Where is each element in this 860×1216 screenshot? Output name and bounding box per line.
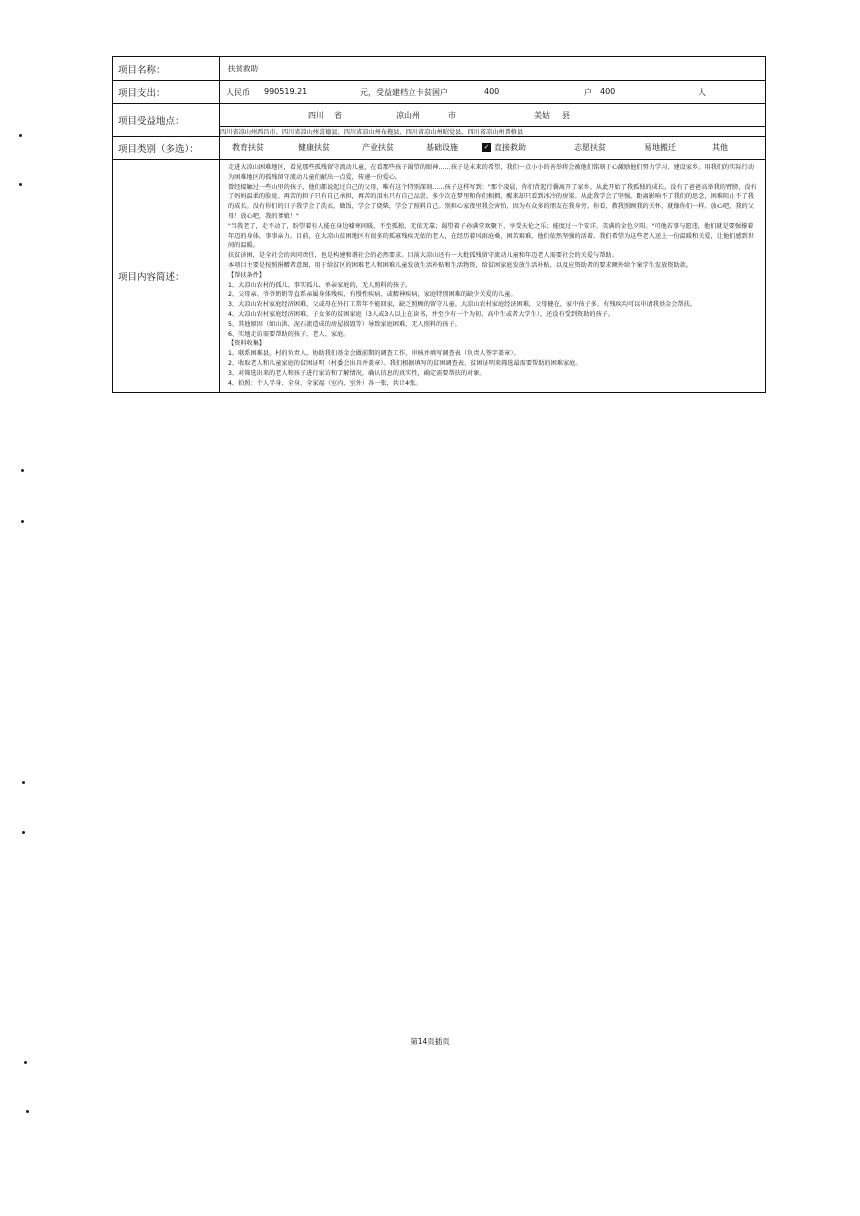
project-category-cell [220,137,766,160]
expense-amount: 990519.21 [264,87,308,96]
category-direct-aid: 直接救助 [494,143,526,152]
project-form-table [112,56,766,393]
category-infrastructure: 基础设施 [426,143,458,152]
category-health: 健康扶贫 [298,143,330,152]
category-other: 其他 [712,143,728,152]
expense-currency: 人民币 [226,88,250,97]
project-expense-label: 项目支出： [113,81,220,104]
project-place-label: 项目受益地点： [113,104,220,137]
scan-dot-mark [19,134,22,137]
place-province-unit: 省 [334,111,342,120]
scan-dot-mark [21,520,24,523]
category-industry: 产业扶贫 [362,143,394,152]
expense-people: 400 [600,87,616,96]
row-project-content [113,160,766,393]
scan-dot-mark [26,1110,29,1113]
content-list-item: 3、大凉山农村家庭经济困难，父或母在外打工常年不能回家，缺乏照顾的留守儿童。大凉山农村家庭经济困难，父母健在，家中孩子多，有残疾均可以申请我基金会帮扶。 [228,301,696,309]
scan-dot-mark [21,469,24,472]
place-county: 美姑 [534,111,550,120]
project-category-label: 项目类别（多选）： [113,137,220,160]
category-volunteer: 志愿扶贫 [574,143,606,152]
category-direct-aid-option [482,142,526,153]
content-list-item: 4、拍照：个人半身、全身、全家福（室内、室外）各一张，共计4张。 [228,379,422,387]
row-project-name [113,57,766,81]
expense-middle-text: 元，受益建档立卡贫困户 [360,88,448,97]
content-paragraph: 本项目主要是按照捐赠者意图，用于给贫区的困难老人和困难儿童发放生活补贴和生活物资，给贫困家庭发放生活补贴，以及应资助者的要求额外给个案学生发放资助款。 [228,261,693,269]
project-form-sheet [112,56,766,393]
category-education: 教育扶贫 [232,143,264,152]
place-province: 四川 [308,111,324,120]
expense-ren-unit: 人 [698,88,706,97]
checked-box-icon: ✓ [483,143,490,151]
scan-dot-mark [22,781,25,784]
place-list: 四川省凉山州西昌市、四川省凉山州喜德县、四川省凉山州布拖县、四川省凉山州昭觉县、四川省凉山州普格县 [220,127,766,137]
content-section-heading: 【资料收集】 [228,340,266,348]
content-list-item: 1、大凉山农村的孤儿、事实孤儿、单亲家庭的，无人照料的孩子。 [228,281,412,289]
content-paragraph: 曾经接触过一些山里的孩子，他们都说起过自己的父母，唯有这个特别深刻……孩子这样写到："那个凌晨，你们背起行囊离开了家乡。从此开始了我孤独的成长。没有了爸爸高举我的臂膀，没有了妈妈温柔的脸庞。再苦的担子只有自己承担，再苦的泪水只有自己品尝。多少次在梦里和你们相拥，醒来却只看到冰冷的房梁。从此我学会了坚强。距离影响不了我们的思念，困难阻止不了我的成长。没有你们的日子我学会了洗衣，做饭，学会了烧柴，学会了照料自己。别担心家夜里我会害怕，因为有众多的朋友在我身旁。你看，教我照顾我的关怀，就像你们一样。放心吧，我的父母！放心吧，我的爹娘！" [228,183,757,220]
content-list-item: 2、父母亲、爷爷奶奶等直系亲属身体残疾，有慢性疾病、或精神疾病，家庭特别困难的缺少关爱的儿童。 [228,291,517,299]
place-city: 凉山州 [396,111,420,120]
project-name-value: 扶贫救助 [220,57,766,81]
content-paragraph: 扶贫济困，是全社会的共同责任，也是构建和谐社会的必然要求。目前大凉山还有一大批孤残留守流动儿童和年迈老人需要社会的关爱与帮助。 [228,252,618,260]
project-place-main [220,104,766,127]
content-paragraph: "当我老了，走不动了，盼望着有人能在身边嘘寒问暖，不至孤独、无依无靠；渴望着子孙满堂欢聚下，享受天伦之乐；能度过一个安详、美满的金色夕阳。"可他若事与愿违，他们就是要强撑着年迈的身体，事事亲力。目前，在大凉山贫困地区有很多的孤寡残疾无依的老人，在经历着风雨沧桑，困苦艰难，他们依然坚强的活着。我们希望为这些老人送上一份温暖和关爱，让他们感到世间的温暖。 [228,222,754,250]
content-paragraph: 走进大凉山困难地区，看见那些孤残留守流动儿童，在看那些孩子渴望的眼神……孩子是未来的希望，我们一点小小的善举将会被他们铭刻于心激励他们努力学习，建设家乡。用我们的实际行动为困难地区的孤残留守流动儿童们献出一点爱，传递一份爱心。 [228,164,754,181]
content-list-item: 2、收取老人和儿童家庭的贫困证明（村委会出具并盖章）。我们根据填写的贫困调查表、贫困证明来筛选最需要帮助的困难家庭。 [228,359,582,367]
scan-dot-mark [19,183,22,186]
content-list-item: 3、对筛选出来的老人和孩子进行家访和了解情况，确认信息的真实性，确定需要帮扶的对象。 [228,369,486,377]
expense-households: 400 [484,87,500,96]
content-list-item: 1、联系困难县，村的负责人，协助我们基金会做前期的调查工作，审核并填写调查表（负责人签字盖章）。 [228,350,520,358]
category-relocation: 易地搬迁 [644,143,676,152]
scan-dot-mark [24,1061,27,1064]
row-project-category [113,137,766,160]
project-name-label: 项目名称： [113,57,220,81]
content-list-item: 6、实地走访需要帮助的孩子、老人、家庭。 [228,330,350,338]
project-expense-cell [220,81,766,104]
project-content-label: 项目内容简述： [113,160,220,393]
content-list-item: 4、大凉山农村家庭经济困难，子女多的贫困家庭（3人或3人以上在读书，并至少有一个为初、高中生或者大学生），还没有受到资助的孩子。 [228,310,615,318]
content-section-heading: 【帮扶条件】 [228,271,266,279]
row-project-expense [113,81,766,104]
place-city-unit: 市 [448,111,456,120]
page-footer-note: 第14页插页 [410,1037,450,1046]
row-project-place [113,104,766,127]
scan-dot-mark [22,831,25,834]
place-county-unit: 县 [562,111,570,120]
expense-hu-unit: 户 [584,88,592,97]
project-content-cell [220,160,766,393]
content-list-item: 5、其他原因（如山洪、泥石流造成的房屋损毁等）导致家庭困难，无人照料的孩子。 [228,320,461,328]
